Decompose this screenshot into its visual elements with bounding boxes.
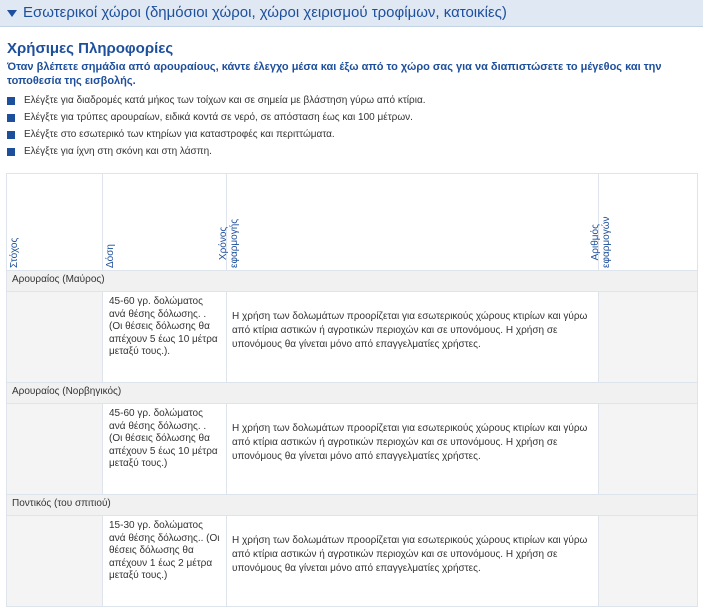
square-bullet-icon [7,97,15,105]
header-application-time [218,174,599,271]
info-bullet-list [7,94,697,162]
header-applications-count [590,174,698,271]
bullet-text: Ελέγξτε για ίχνη στη σκόνη και στη λάσπη. [24,146,212,157]
target-name: Αρουραίος (Μαύρος) [7,271,698,292]
bullet-text: Ελέγξτε για τρύπες αρουραίων, ειδικά κοντά σε νερό, σε απόσταση έως και 100 μέτρων. [24,112,413,123]
applications-count-cell [599,292,698,383]
header-dose-label: Δόση [105,244,116,268]
bullet-text: Ελέγξτε στο εσωτερικό των κτηρίων για καταστροφές και περιττώματα. [24,129,335,140]
info-intro: Όταν βλέπετε σημάδια από αρουραίους, κάντε έλεγχο μέσα και έξω από το χώρο σας για να διαπιστώσετε το μέγεθος και την τοποθεσία της εισβολής. [7,61,662,87]
square-bullet-icon [7,148,15,156]
table-row [7,404,698,495]
header-target-label: Στόχος [9,237,20,268]
bullet-text: Ελέγξτε για διαδρομές κατά μήκος των τοίχων και σε σημεία με βλάστηση γύρω από κτίρια. [24,95,426,106]
dose-cell: 45-60 γρ. δολώματος ανά θέσης δόλωσης. . (Οι θέσεις δόλωσης θα απέχουν 5 έως 10 μέτρα μεταξύ τους.). [103,292,227,383]
dose-cell: 45-60 γρ. δολώματος ανά θέσης δόλωσης. . (Οι θέσεις δόλωσης θα απέχουν 5 έως 10 μέτρα μεταξύ τους.) [103,404,227,495]
list-item [7,94,697,111]
info-title: Χρήσιμες Πληροφορίες [7,40,174,57]
header-applications-count-label: Αριθμός εφαρμογών [590,216,612,268]
application-cell: Η χρήση των δολωμάτων προορίζεται για εσωτερικούς χώρους κτιρίων και γύρω από κτίρια αστικών ή αγροτικών περιοχών και σε υπονόμους. Η χρήση σε υπονόμους θα γίνεται μόνο από επαγγελματίες χρήστες. [227,516,599,607]
table-header-row [7,174,698,271]
table-row [7,495,698,516]
applications-count-cell [599,516,698,607]
applications-count-cell [599,404,698,495]
square-bullet-icon [7,114,15,122]
header-application-time-label: Χρόνος εφαρμογής [218,218,240,268]
target-name: Ποντικός (του σπιτιού) [7,495,698,516]
empty-cell [7,404,103,495]
empty-cell [7,516,103,607]
dose-cell: 15-30 γρ. δολώματος ανά θέσης δόλωσης.. (Οι θέσεις δόλωσης θα απέχουν 1 έως 2 μέτρα μεταξύ τους.) [103,516,227,607]
square-bullet-icon [7,131,15,139]
dosage-table [6,173,698,607]
empty-cell [7,292,103,383]
list-item [7,145,697,162]
triangle-down-icon[interactable] [7,10,17,17]
section-header[interactable] [0,0,703,27]
target-name: Αρουραίος (Νορβηγικός) [7,383,698,404]
header-target [7,174,103,271]
header-dose [103,174,227,271]
table-row [7,383,698,404]
table-row [7,516,698,607]
application-cell: Η χρήση των δολωμάτων προορίζεται για εσωτερικούς χώρους κτιρίων και γύρω από κτίρια αστικών ή αγροτικών περιοχών και σε υπονόμους. Η χρήση σε υπονόμους θα γίνεται μόνο από επαγγελματίες χρήστες. [227,404,599,495]
table-row [7,292,698,383]
section-title[interactable]: Εσωτερικοί χώροι (δημόσιοι χώροι, χώροι χειρισμού τροφίμων, κατοικίες) [23,4,507,21]
list-item [7,111,697,128]
table-row [7,271,698,292]
list-item [7,128,697,145]
application-cell: Η χρήση των δολωμάτων προορίζεται για εσωτερικούς χώρους κτιρίων και γύρω από κτίρια αστικών ή αγροτικών περιοχών και σε υπονόμους. Η χρήση σε υπονόμους θα γίνεται μόνο από επαγγελματίες χρήστες. [227,292,599,383]
